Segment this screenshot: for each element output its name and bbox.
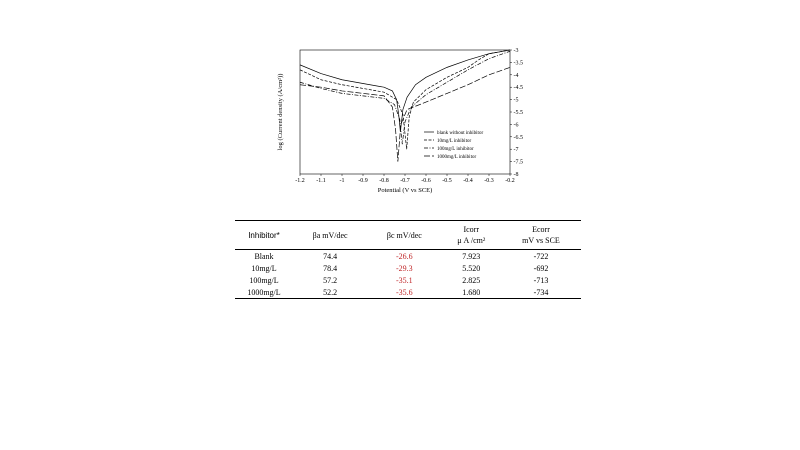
header-ecorr-symbol: Ecorr (532, 225, 550, 234)
cell-beta-a: 78.4 (323, 263, 338, 273)
x-tick-label: -0.7 (400, 178, 410, 184)
cell-icorr: 7.923 (462, 251, 481, 261)
header-beta-a: βa mV/dec (293, 221, 367, 250)
legend-entry: 1000mg/L inhibitor (437, 154, 477, 160)
x-tick-label: -1.2 (295, 178, 305, 184)
header-icorr-unit: μ A /cm² (457, 236, 486, 245)
header-icorr-symbol: Icorr (463, 225, 479, 234)
cell-beta-c: -35.1 (396, 275, 413, 285)
header-icorr (441, 221, 501, 250)
y-axis-label: log (Current density (A/cm²)) (277, 73, 284, 151)
legend-entry: blank without inhibitor (437, 130, 484, 136)
x-tick-label: -1 (339, 178, 345, 184)
x-tick-label: -0.8 (379, 178, 389, 184)
cell-inhibitor: 1000mg/L (235, 286, 293, 299)
y-axis-ticks (510, 48, 523, 178)
cell-icorr: 2.825 (462, 275, 481, 285)
x-tick-label: -0.2 (505, 178, 515, 184)
legend (424, 131, 483, 160)
cell-beta-c: -26.6 (396, 251, 413, 261)
cell-beta-c: -29.3 (396, 263, 413, 273)
cell-ecorr: -722 (533, 251, 549, 261)
y-tick-label: -6 (513, 122, 519, 129)
series-lines (300, 50, 510, 162)
cell-beta-a: 52.2 (293, 286, 367, 299)
cell-ecorr: -734 (501, 286, 581, 299)
x-tick-label: -0.3 (484, 178, 494, 184)
cell-ecorr: -692 (533, 263, 549, 273)
y-tick-label: -4.5 (513, 85, 523, 92)
corrosion-parameters-table (235, 220, 581, 299)
y-tick-label: -3 (513, 48, 519, 54)
table-row (235, 274, 581, 286)
legend-entry: 10mg/L inhibitor (437, 138, 472, 144)
table-row (235, 250, 581, 263)
x-axis-ticks (295, 174, 515, 184)
y-tick-label: -8 (513, 172, 519, 178)
table-header-row (235, 221, 581, 250)
cell-inhibitor: 100mg/L (249, 275, 279, 285)
x-tick-label: -0.5 (442, 178, 452, 184)
cell-ecorr: -713 (533, 275, 549, 285)
y-tick-label: -7 (513, 147, 519, 154)
x-tick-label: -0.6 (421, 178, 431, 184)
y-tick-label: -3.5 (513, 60, 523, 67)
header-inhibitor: Inhibitor* (235, 221, 293, 250)
y-tick-label: -5 (513, 97, 519, 104)
x-axis-label: Potential (V vs SCE) (377, 187, 433, 194)
y-tick-label: -4 (513, 72, 519, 79)
cell-beta-a: 57.2 (323, 275, 338, 285)
cell-inhibitor: 10mg/L (251, 263, 277, 273)
cell-beta-c: -35.6 (367, 286, 441, 299)
header-ecorr-unit: mV vs SCE (522, 236, 560, 245)
cell-icorr: 5.520 (462, 263, 481, 273)
series-line-4 (300, 67, 510, 161)
header-beta-c: βc mV/dec (367, 221, 441, 250)
x-tick-label: -0.9 (358, 178, 368, 184)
header-ecorr (501, 221, 581, 250)
cell-icorr: 1.680 (441, 286, 501, 299)
cell-inhibitor: Blank (254, 251, 274, 261)
cell-beta-a: 74.4 (323, 251, 338, 261)
legend-entry: 100mg/L inhibitor (437, 146, 474, 152)
y-tick-label: -7.5 (513, 159, 523, 166)
polarization-chart (270, 40, 523, 200)
x-tick-label: -1.1 (316, 178, 326, 184)
x-tick-label: -0.4 (463, 178, 473, 184)
table-row (235, 262, 581, 274)
plot-frame (300, 50, 510, 174)
y-tick-label: -6.5 (513, 134, 523, 141)
y-tick-label: -5.5 (513, 110, 523, 116)
table-row (235, 286, 581, 299)
